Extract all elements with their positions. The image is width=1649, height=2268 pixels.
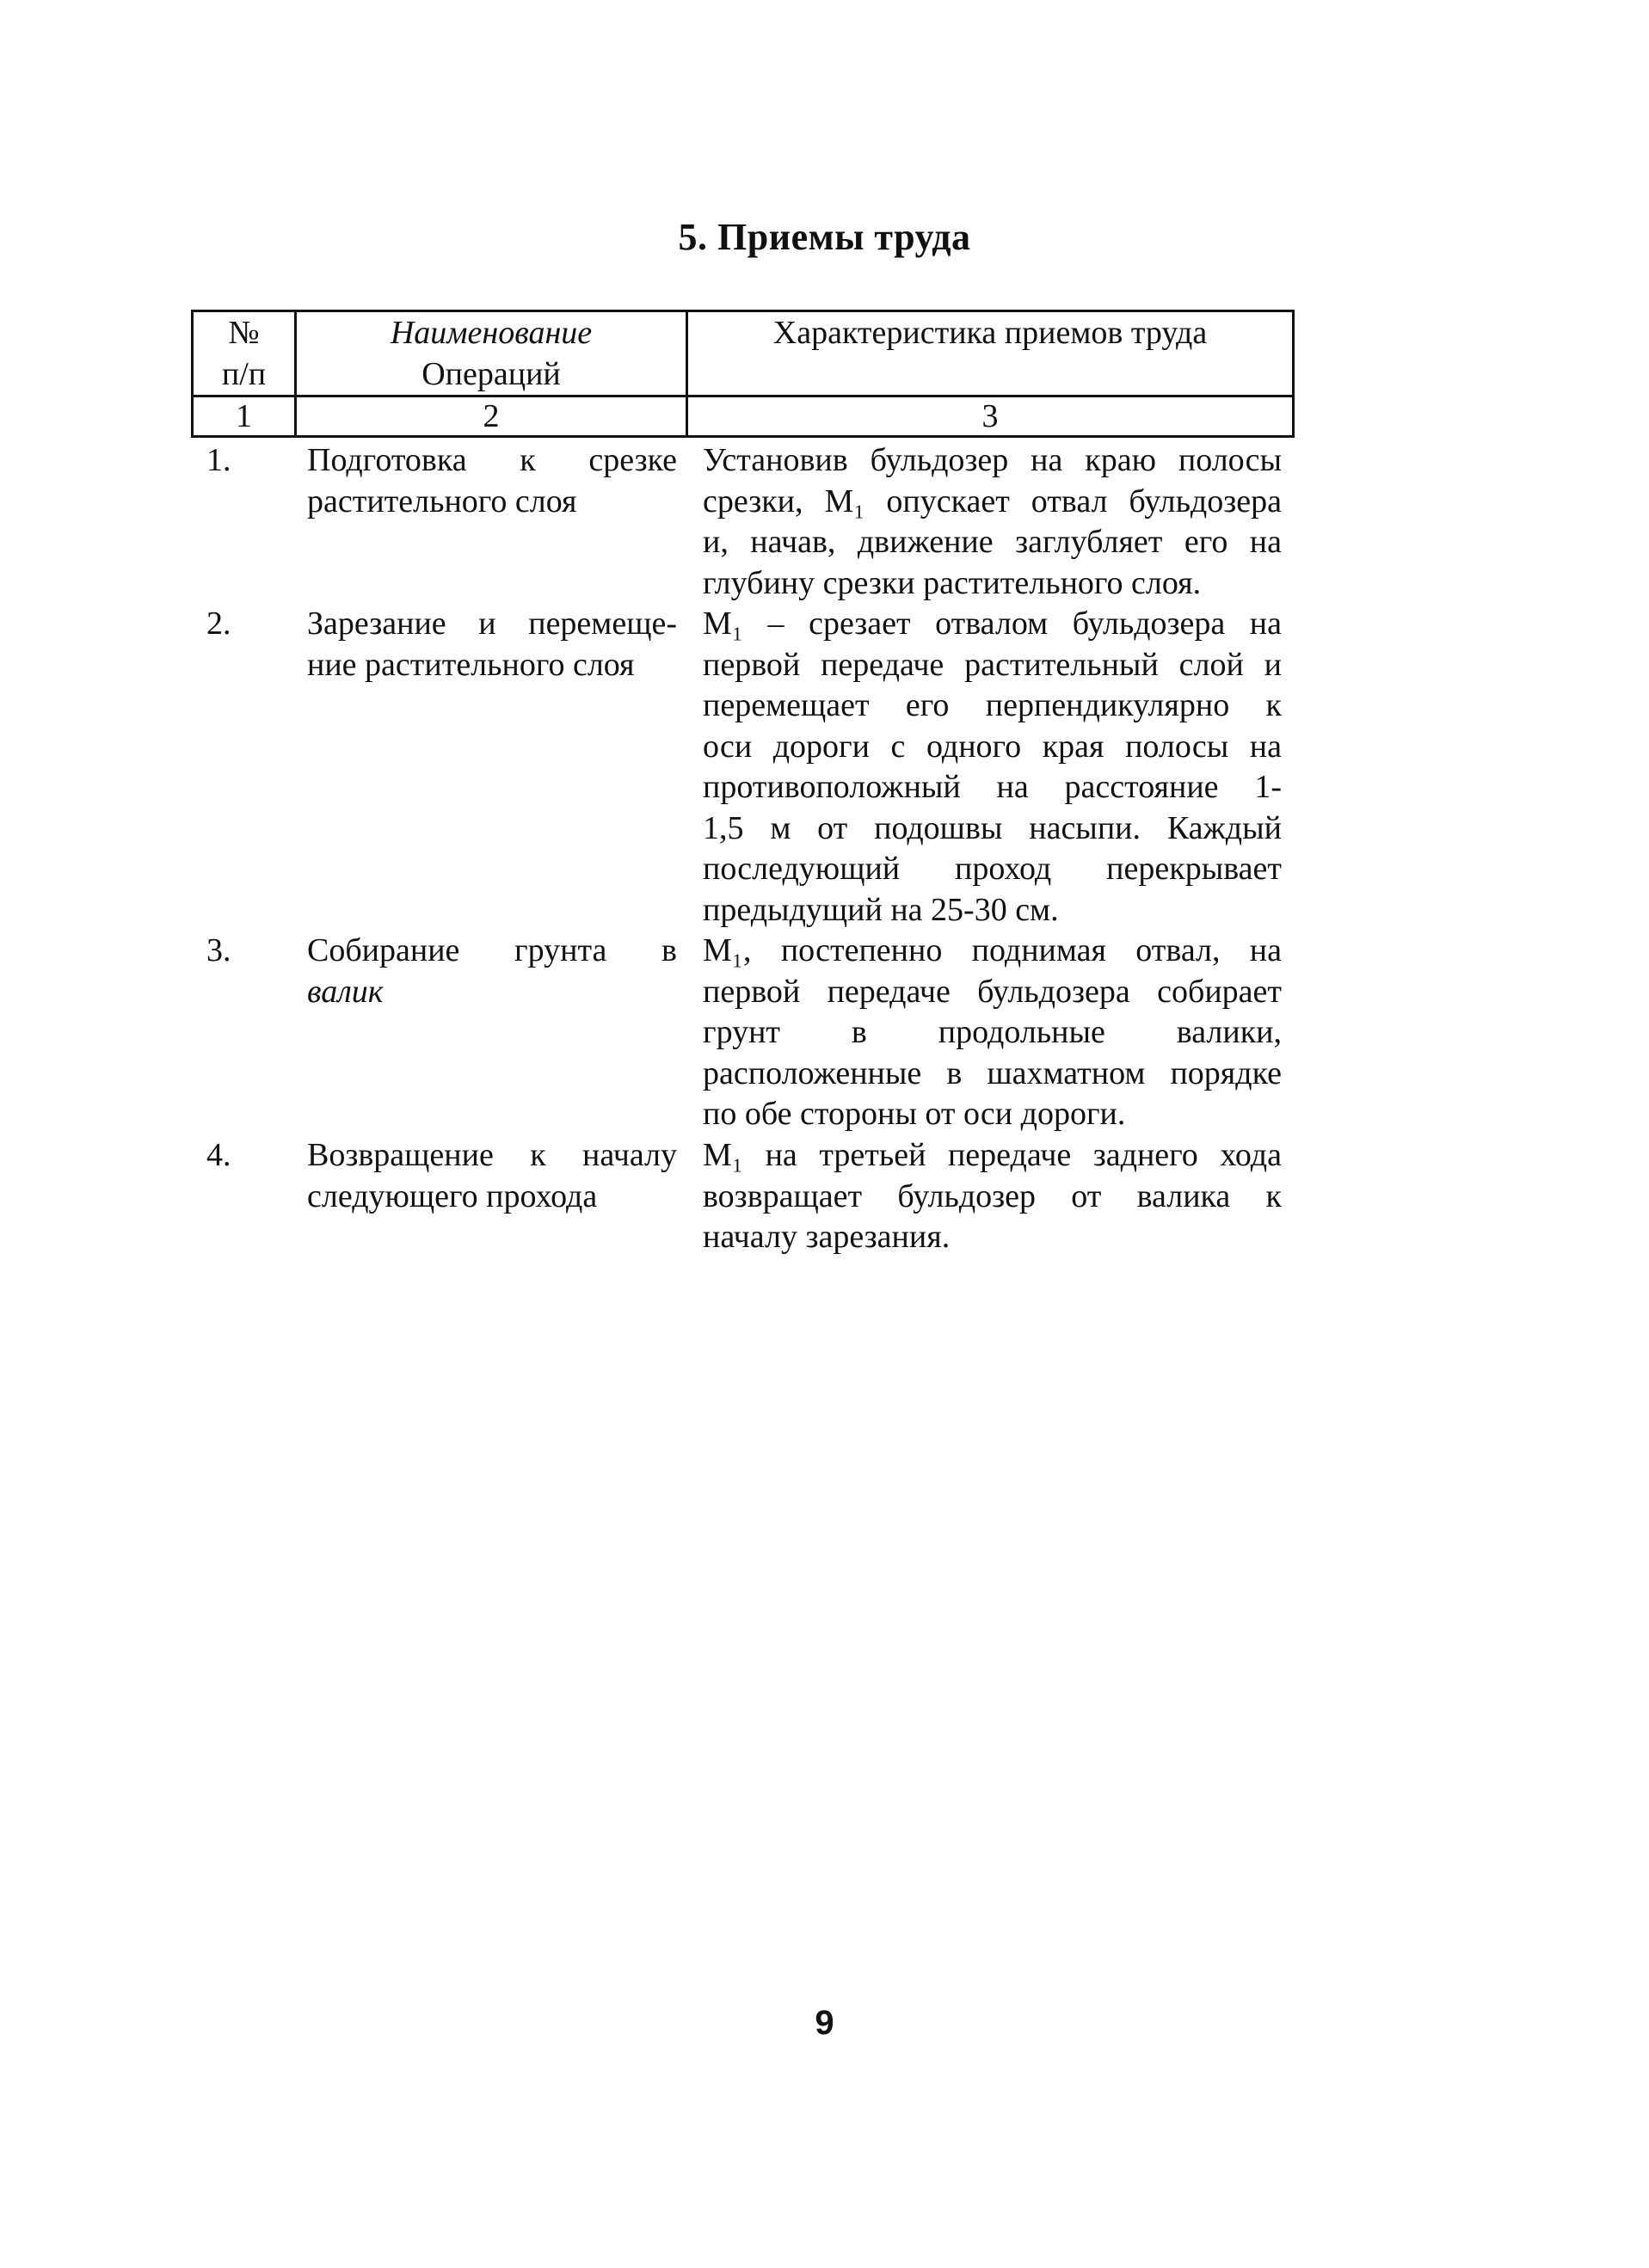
column-number-3: 3 — [687, 396, 1294, 437]
header-characteristic: Характеристика приемов труда — [772, 315, 1208, 351]
operation-line: валик — [307, 973, 384, 1010]
header-operation-line1: Наименование — [390, 315, 593, 351]
characteristic-line: глубину срезки растительного слоя. — [703, 564, 1202, 601]
characteristic-line: и, начав, движение заглубляет его на — [703, 524, 1282, 560]
characteristic-line: первой передаче бульдозера собирает — [703, 973, 1282, 1010]
operation-line: Зарезание и перемеще- — [307, 605, 677, 642]
characteristic-line: грунт в продольные валики, — [703, 1014, 1282, 1050]
characteristic-line: M₁ на третьей передаче заднего хода — [703, 1137, 1282, 1173]
operation-line: Возвращение к началу — [307, 1137, 677, 1173]
column-number-2: 2 — [296, 396, 687, 437]
column-number-1: 1 — [193, 396, 296, 437]
characteristic-line: первой передаче растительный слой и — [703, 646, 1282, 683]
row-number: 3. — [206, 932, 231, 968]
characteristic-line: последующий проход перекрывает — [703, 851, 1282, 887]
row-operation — [307, 440, 677, 522]
operation-line: Подготовка к срезке — [307, 442, 677, 478]
characteristic-line: срезки, M₁ опускает отвал бульдозера — [703, 482, 1282, 519]
header-cell-operation — [296, 311, 687, 396]
operation-line: ние растительного слоя — [307, 646, 635, 683]
header-cell-number — [193, 311, 296, 396]
row-characteristic — [703, 440, 1282, 604]
characteristic-line: оси дороги с одного края полосы на — [703, 728, 1282, 765]
characteristic-line: началу зарезания. — [703, 1219, 951, 1255]
operation-line: Собирание грунта в — [307, 932, 677, 968]
row-characteristic — [703, 1135, 1282, 1258]
characteristic-line: перемещает его перпендикулярно к — [703, 687, 1282, 723]
row-operation — [307, 931, 677, 1012]
characteristic-line: M₁, постепенно поднимая отвал, на — [703, 932, 1282, 968]
page-number: 9 — [815, 2004, 834, 2042]
operation-line: растительного слоя — [307, 482, 577, 519]
row-characteristic — [703, 931, 1282, 1135]
operation-line: следующего прохода — [307, 1177, 598, 1214]
characteristic-line: 1,5 м от подошвы насыпи. Каждый — [703, 809, 1282, 846]
characteristic-line: предыдущий на 25-30 см. — [703, 891, 1059, 928]
header-number-line2: п/п — [221, 356, 267, 392]
header-cell-characteristic — [687, 311, 1294, 396]
characteristic-line: противоположный на расстояние 1- — [703, 769, 1282, 805]
table-header — [191, 310, 1295, 438]
characteristic-line: возвращает бульдозер от валика к — [703, 1177, 1282, 1214]
row-operation — [307, 1135, 677, 1217]
row-number: 4. — [206, 1137, 231, 1173]
header-row — [193, 311, 1294, 396]
row-number: 1. — [206, 442, 231, 478]
header-operation-line2: Операций — [421, 356, 561, 392]
row-characteristic — [703, 604, 1282, 931]
characteristic-line: по обе стороны от оси дороги. — [703, 1096, 1126, 1132]
characteristic-line: расположенные в шахматном порядке — [703, 1054, 1282, 1091]
page-title: 5. Приемы труда — [678, 216, 971, 258]
characteristic-line: Установив бульдозер на краю полосы — [703, 442, 1282, 478]
header-number-line1: № — [228, 315, 260, 351]
row-number: 2. — [206, 605, 231, 642]
characteristic-line: M₁ – срезает отвалом бульдозера на — [703, 605, 1282, 642]
row-operation — [307, 604, 677, 685]
column-number-row — [193, 396, 1294, 437]
